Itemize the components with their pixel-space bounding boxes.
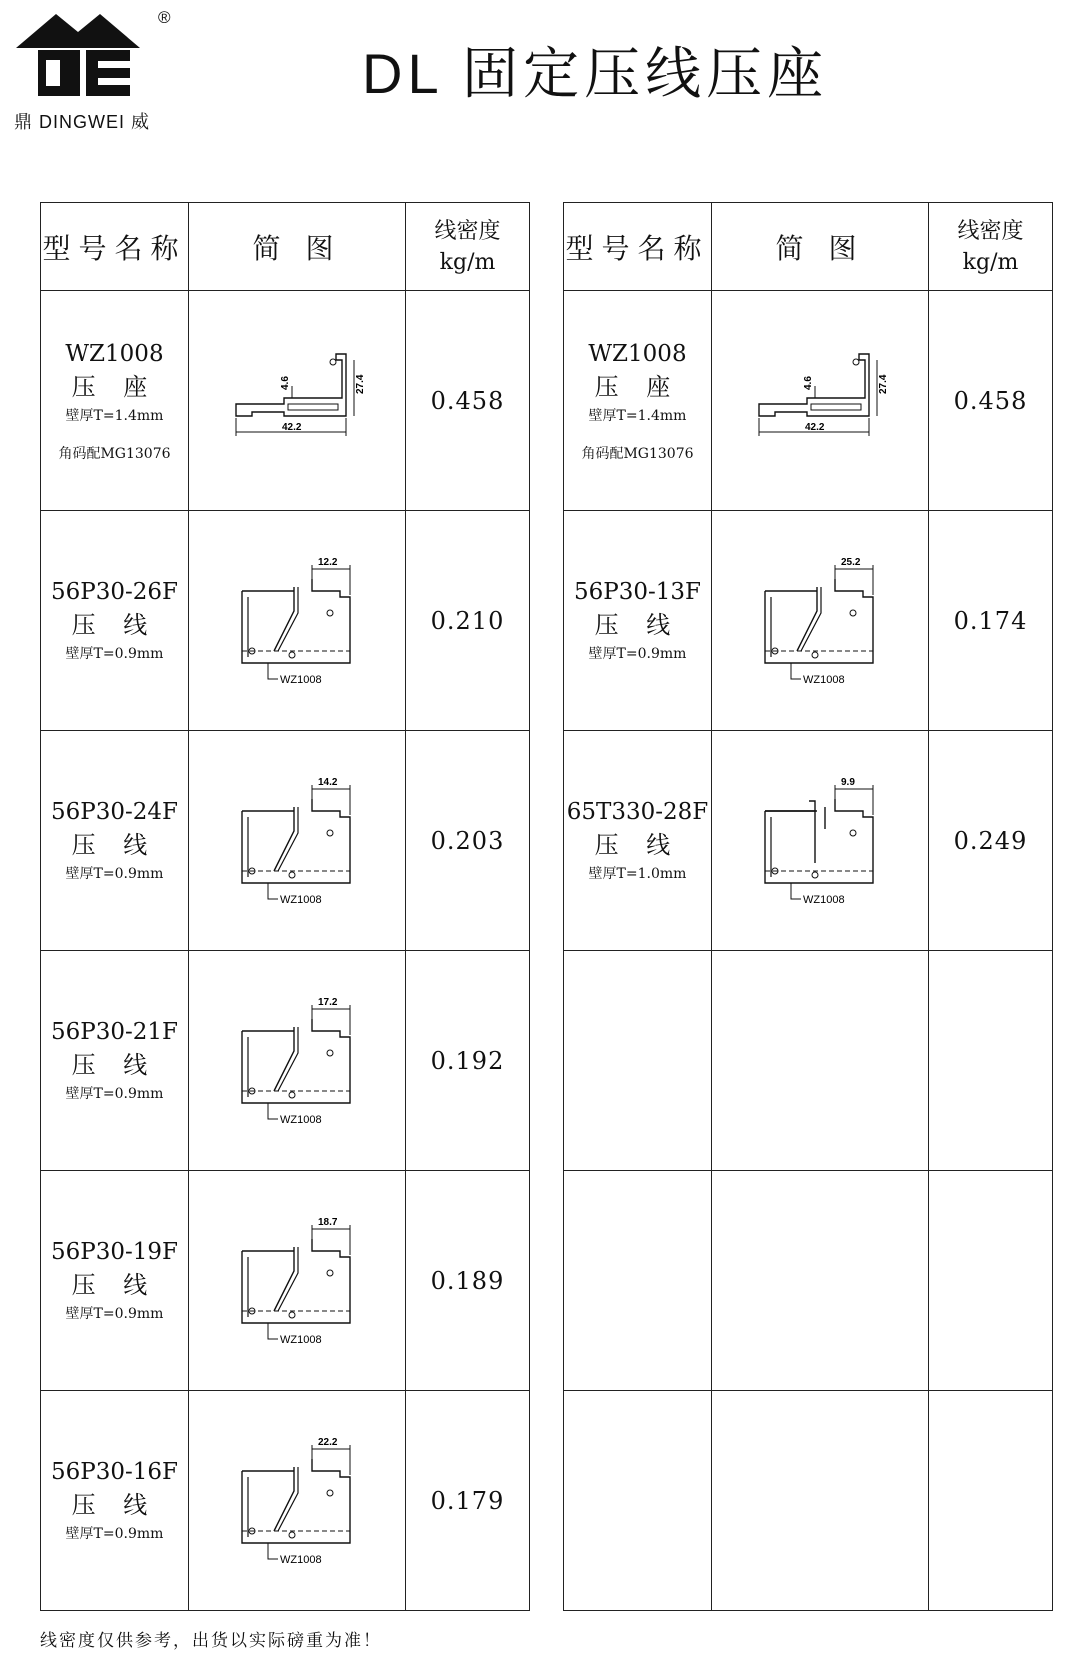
sketch-cell <box>712 291 929 511</box>
model-kind: 压 座 <box>71 372 158 401</box>
empty-cell <box>564 1391 712 1611</box>
profile-sketch <box>745 551 895 691</box>
profile-sketch <box>222 551 372 691</box>
density-value: 0.249 <box>953 826 1028 855</box>
sketch-cell <box>189 1391 406 1611</box>
density-cell <box>929 731 1053 951</box>
model-code: 56P30-24F <box>50 798 178 825</box>
empty-cell <box>564 1171 712 1391</box>
catalog-table-right <box>563 202 1053 1611</box>
model-kind: 压 线 <box>594 830 681 859</box>
empty-cell <box>564 951 712 1171</box>
header-model: 型号名称 <box>565 231 710 265</box>
table-row <box>41 951 530 1171</box>
brand-logo <box>8 6 178 131</box>
table-row <box>564 951 1053 1171</box>
header-sketch: 简 图 <box>775 231 865 265</box>
model-cell <box>564 731 712 951</box>
model-kind: 压 线 <box>71 1490 158 1519</box>
dim-label: 14.2 <box>318 776 338 788</box>
model-code: 56P30-21F <box>50 1018 178 1045</box>
sketch-cell <box>189 1171 406 1391</box>
dim-label: 22.2 <box>318 1436 338 1448</box>
dim-label: 12.2 <box>318 556 338 568</box>
header-sketch: 简 图 <box>252 231 342 265</box>
density-cell <box>929 511 1053 731</box>
wall-thickness: 壁厚T=1.4mm <box>588 407 687 424</box>
brand-char-right: 威 <box>131 112 151 132</box>
empty-cell <box>929 951 1053 1171</box>
dim-label: 18.7 <box>318 1216 338 1228</box>
brand-char-left: 鼎 <box>14 112 33 132</box>
density-value: 0.192 <box>430 1046 505 1075</box>
empty-cell <box>712 1391 929 1611</box>
corner-note: 角码配MG13076 <box>58 445 171 462</box>
model-code: 56P30-26F <box>50 578 178 605</box>
dim-label: 42.2 <box>805 421 825 433</box>
model-kind: 压 线 <box>594 610 681 639</box>
model-kind: 压 线 <box>71 830 158 859</box>
profile-sketch <box>745 771 895 911</box>
dingwei-logo-icon <box>8 6 148 101</box>
model-cell <box>41 1391 189 1611</box>
catalog-table-left <box>40 202 530 1611</box>
profile-sketch <box>222 1211 372 1351</box>
ref-label: WZ1008 <box>280 893 322 906</box>
profile-sketch <box>222 346 372 456</box>
empty-cell <box>712 951 929 1171</box>
density-value: 0.458 <box>430 386 505 415</box>
ref-label: WZ1008 <box>280 1333 322 1346</box>
model-cell <box>41 951 189 1171</box>
profile-sketch <box>222 991 372 1131</box>
wall-thickness: 壁厚T=0.9mm <box>65 1305 164 1322</box>
sketch-cell <box>189 731 406 951</box>
model-cell <box>41 291 189 511</box>
model-kind: 压 线 <box>71 1270 158 1299</box>
model-cell <box>564 511 712 731</box>
table-row <box>564 1171 1053 1391</box>
model-kind: 压 座 <box>594 372 681 401</box>
dim-label: 9.9 <box>841 776 855 788</box>
table-row <box>41 731 530 951</box>
empty-cell <box>929 1171 1053 1391</box>
empty-cell <box>929 1391 1053 1611</box>
model-code: 56P30-16F <box>50 1458 178 1485</box>
model-cell <box>41 1171 189 1391</box>
wall-thickness: 壁厚T=0.9mm <box>65 1085 164 1102</box>
table-row <box>41 291 530 511</box>
wall-thickness: 壁厚T=0.9mm <box>588 645 687 662</box>
model-code: 56P30-13F <box>573 578 701 605</box>
table-header <box>41 203 530 291</box>
header-density-unit: kg/m <box>439 249 496 275</box>
density-value: 0.210 <box>430 606 505 635</box>
model-code: 65T330-28F <box>566 798 709 825</box>
density-cell <box>406 291 530 511</box>
table-header <box>564 203 1053 291</box>
sketch-cell <box>189 511 406 731</box>
model-code: 56P30-19F <box>50 1238 178 1265</box>
density-cell <box>929 291 1053 511</box>
table-row <box>41 511 530 731</box>
dim-label: 25.2 <box>841 556 861 568</box>
density-cell <box>406 1171 530 1391</box>
table-row <box>564 511 1053 731</box>
model-cell <box>41 731 189 951</box>
table-row <box>564 291 1053 511</box>
wall-thickness: 壁厚T=1.0mm <box>588 865 687 882</box>
density-value: 0.179 <box>430 1486 505 1515</box>
wall-thickness: 壁厚T=0.9mm <box>65 1525 164 1542</box>
sketch-cell <box>189 291 406 511</box>
density-value: 0.203 <box>430 826 505 855</box>
model-code: WZ1008 <box>65 340 164 367</box>
density-cell <box>406 951 530 1171</box>
dim-label: 27.4 <box>878 374 889 394</box>
dim-label: 4.6 <box>280 375 291 390</box>
model-cell <box>564 291 712 511</box>
density-value: 0.189 <box>430 1266 505 1295</box>
ref-label: WZ1008 <box>280 673 322 686</box>
density-value: 0.458 <box>953 386 1028 415</box>
dim-label: 42.2 <box>282 421 302 433</box>
model-code: WZ1008 <box>588 340 687 367</box>
model-kind: 压 线 <box>71 1050 158 1079</box>
density-cell <box>406 1391 530 1611</box>
header-density-unit: kg/m <box>962 249 1019 275</box>
registered-mark: ® <box>158 8 171 27</box>
brand-name: DINGWEI <box>39 112 126 132</box>
ref-label: WZ1008 <box>280 1553 322 1566</box>
sketch-cell <box>712 511 929 731</box>
table-row <box>564 731 1053 951</box>
density-value: 0.174 <box>953 606 1028 635</box>
dim-label: 4.6 <box>803 375 814 390</box>
table-row <box>564 1391 1053 1611</box>
header-density: 线密度 <box>434 218 501 244</box>
wall-thickness: 壁厚T=0.9mm <box>65 645 164 662</box>
model-cell <box>41 511 189 731</box>
density-cell <box>406 731 530 951</box>
profile-sketch <box>222 771 372 911</box>
corner-note: 角码配MG13076 <box>581 445 694 462</box>
dim-label: 27.4 <box>355 374 366 394</box>
empty-cell <box>712 1171 929 1391</box>
footer-note: 线密度仅供参考，出货以实际磅重为准！ <box>40 1631 382 1651</box>
sketch-cell <box>189 951 406 1171</box>
profile-sketch <box>222 1431 372 1571</box>
header-model: 型号名称 <box>42 231 187 265</box>
profile-sketch <box>745 346 895 456</box>
ref-label: WZ1008 <box>803 673 845 686</box>
ref-label: WZ1008 <box>280 1113 322 1126</box>
density-cell <box>406 511 530 731</box>
header-density: 线密度 <box>957 218 1024 244</box>
table-row <box>41 1171 530 1391</box>
page-title: DL 固定压线压座 <box>362 42 829 105</box>
dim-label: 17.2 <box>318 996 338 1008</box>
sketch-cell <box>712 731 929 951</box>
model-kind: 压 线 <box>71 610 158 639</box>
wall-thickness: 壁厚T=0.9mm <box>65 865 164 882</box>
ref-label: WZ1008 <box>803 893 845 906</box>
wall-thickness: 壁厚T=1.4mm <box>65 407 164 424</box>
table-row <box>41 1391 530 1611</box>
